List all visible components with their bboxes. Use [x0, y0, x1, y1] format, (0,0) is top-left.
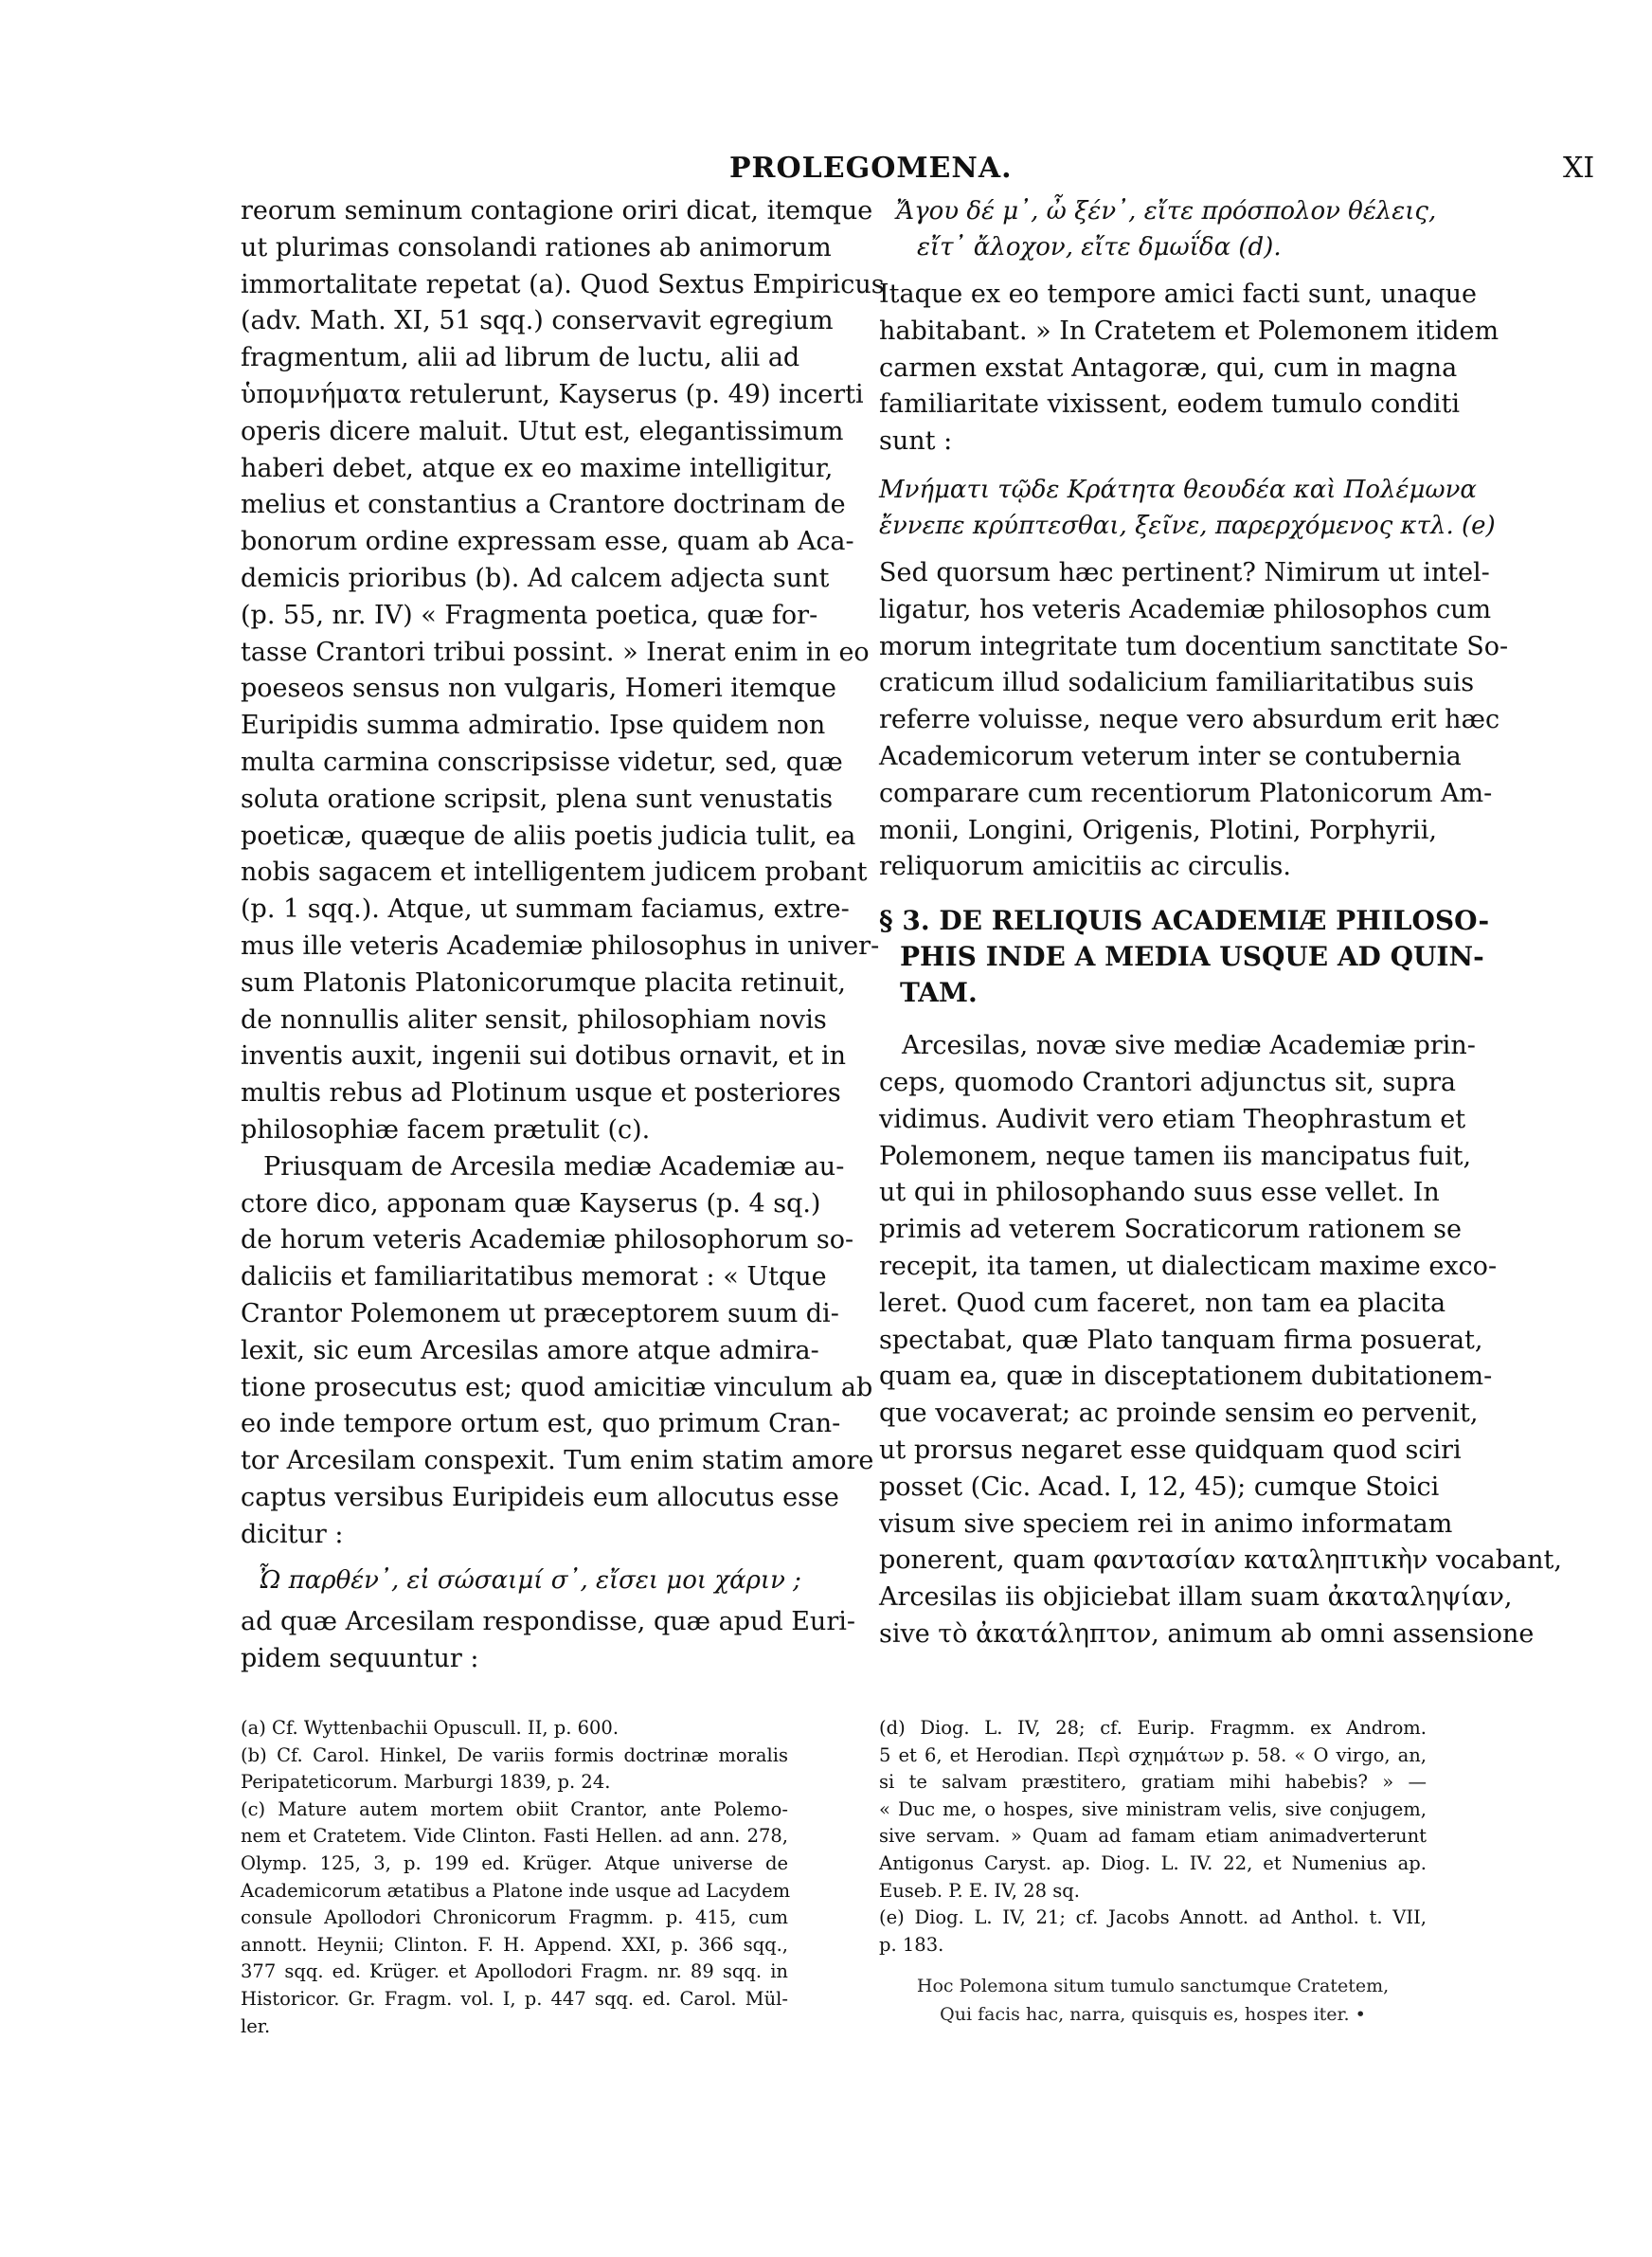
footnote-line: si te salvam præstitero, gratiam mihi habebis? » — [879, 1771, 1427, 1794]
text-line: monii, Longini, Origenis, Plotini, Porphyrii, [879, 815, 1438, 845]
footnote-line: (d) Diog. L. IV, 28; cf. Eurip. Fragmm. ex Androm. [879, 1717, 1427, 1739]
text-line: Polemonem, neque tamen iis mancipatus fuit, [879, 1141, 1472, 1171]
text-line: ctore dico, apponam quæ Kayserus (p. 4 sq.) [241, 1188, 821, 1219]
text-line: ὑπομνήματα retulerunt, Kayserus (p. 49) incerti [241, 379, 864, 409]
text-line: recepit, ita tamen, ut dialecticam maxime exco- [879, 1251, 1498, 1281]
footnote-line: « Duc me, o hospes, sive ministram velis, sive conjugem, [879, 1797, 1427, 1820]
text-line: carmen exstat Antagoræ, qui, cum in magna [879, 352, 1458, 383]
footnote-verse-line: Qui facis hac, narra, quisquis es, hospes iter. • [940, 2004, 1366, 2026]
text-line: lexit, sic eum Arcesilas amore atque admira- [241, 1335, 819, 1365]
text-line: habitabant. » In Cratetem et Polemonem itidem [879, 316, 1499, 346]
text-line: sum Platonis Platonicorumque placita retinuit, [241, 967, 846, 998]
text-line: pidem sequuntur : [241, 1644, 479, 1674]
greek-verse-line: εἴτ᾽ ἄλοχον, εἴτε δμωΐδα (d). [917, 233, 1282, 262]
text-line: (adv. Math. XI, 51 sqq.) conservavit egregium [241, 306, 834, 336]
section-heading-line: TAM. [900, 977, 978, 1009]
text-line: que vocaverat; ac proinde sensim eo pervenit, [879, 1399, 1479, 1429]
text-line: demicis prioribus (b). Ad calcem adjecta sunt [241, 563, 830, 593]
footnote-line: ler. [241, 2014, 271, 2037]
text-line: dicitur : [241, 1519, 344, 1549]
running-head [0, 152, 1652, 190]
text-line: multa carmina conscripsisse videtur, sed, quæ [241, 747, 843, 777]
page-number: XI [1563, 152, 1595, 185]
text-line: melius et constantius a Crantore doctrinam de [241, 490, 846, 520]
right-paragraph-3 [879, 1028, 1562, 1653]
text-line: eo inde tempore ortum est, quo primum Cran- [241, 1409, 841, 1439]
footnote-line: Euseb. P. E. IV, 28 sq. [879, 1879, 1080, 1902]
section-heading-line: § 3. DE RELIQUIS ACADEMIÆ PHILOSO- [879, 905, 1490, 937]
text-line: soluta oratione scripsit, plena sunt venustatis [241, 784, 834, 814]
footnote-line: 377 sqq. ed. Krüger. et Apollodori Fragm. nr. 89 sqq. in [241, 1960, 788, 1983]
text-line: ceps, quomodo Crantori adjunctus sit, supra [879, 1067, 1456, 1097]
footnote-line: (b) Cf. Carol. Hinkel, De variis formis doctrinæ moralis [241, 1743, 788, 1766]
text-line: mus ille veteris Academiæ philosophus in univer- [241, 930, 880, 961]
right-footnotes [879, 1715, 1427, 2029]
footnote-line: sive servam. » Quam ad famam etiam animadverterunt [879, 1825, 1427, 1848]
footnote-line: Olymp. 125, 3, p. 199 ed. Krüger. Atque universe de [241, 1851, 788, 1874]
left-column [241, 193, 885, 1678]
text-line: comparare cum recentiorum Platonicorum Am- [879, 778, 1493, 808]
text-line: fragmentum, alii ad librum de luctu, alii ad [241, 343, 800, 373]
footnote-line: p. 183. [879, 1933, 944, 1956]
text-line: Priusquam de Arcesila mediæ Academiæ au- [263, 1151, 845, 1182]
text-line: ut plurimas consolandi rationes ab animorum [241, 232, 832, 262]
text-line: reorum seminum contagione oriri dicat, itemque [241, 196, 873, 226]
footnote-line: (e) Diog. L. IV, 21; cf. Jacobs Annott. ad Anthol. t. VII, [879, 1906, 1427, 1929]
text-line: visum sive speciem rei in animo informatam [879, 1508, 1453, 1539]
text-line: reliquorum amicitiis ac circulis. [879, 852, 1291, 882]
greek-verse-line: Μνήματι τῷδε Κράτητα θεουδέα καὶ Πολέμωνα [879, 475, 1477, 504]
text-line: ut qui in philosophando suus esse vellet. In [879, 1178, 1440, 1208]
right-column [879, 193, 1562, 1653]
right-paragraph-1 [879, 277, 1499, 460]
text-line: philosophiæ facem prætulit (c). [241, 1114, 651, 1145]
text-line: posset (Cic. Acad. I, 12, 45); cumque Stoici [879, 1472, 1440, 1502]
text-line: leret. Quod cum faceret, non tam ea placita [879, 1288, 1446, 1318]
greek-verse-line: ἔννεπε κρύπτεσθαι, ξεῖνε, παρερχόμενος κτλ. (e) [879, 511, 1496, 540]
text-line: Academicorum veterum inter se contubernia [879, 741, 1462, 771]
section-heading-line: PHIS INDE A MEDIA USQUE AD QUIN- [900, 941, 1484, 973]
text-line: operis dicere maluit. Utut est, elegantissimum [241, 416, 844, 446]
text-line: primis ad veterem Socraticorum rationem se [879, 1215, 1462, 1245]
text-line: multis rebus ad Plotinum usque et posteriores [241, 1078, 841, 1109]
text-line: spectabat, quæ Plato tanquam firma posuerat, [879, 1325, 1483, 1355]
footnote-line: (c) Maturе autem mortem obiit Crantor, ante Polemo- [241, 1797, 788, 1820]
running-title: PROLEGOMENA. [729, 152, 1013, 185]
footnote-line: consule Apollodori Chronicorum Fragmm. p. 415, cum [241, 1906, 788, 1929]
text-line: tor Arcesilam conspexit. Tum enim statim amore [241, 1446, 874, 1476]
greek-verse-line: Ἄγου δέ μ᾽, ὦ ξέν᾽, εἴτε πρόσπολον θέλεις, [896, 197, 1437, 226]
text-line: ligatur, hos veteris Academiæ philosophos cum [879, 594, 1492, 624]
text-line: ut prorsus negaret esse quidquam quod sciri [879, 1435, 1462, 1465]
text-line: inventis auxit, ingenii sui dotibus ornavit, et in [241, 1041, 847, 1072]
text-line: nobis sagacem et intelligentem judicem probant [241, 858, 868, 888]
text-line: morum integritate tum docentium sanctitate So- [879, 631, 1509, 661]
text-line: de horum veteris Academiæ philosophorum so- [241, 1225, 854, 1255]
text-line: tione prosecutus est; quod amicitiæ vinculum ab [241, 1372, 873, 1402]
text-line: haberi debet, atque ex eo maxime intelligitur, [241, 453, 834, 483]
footnote-line: Peripateticorum. Marburgi 1839, p. 24. [241, 1771, 611, 1794]
left-footnotes [241, 1715, 791, 2040]
text-line: immortalitate repetat (a). Quod Sextus Empiricus [241, 269, 885, 299]
footnote-line: 5 et 6, et Herodian. Περὶ σχημάτων p. 58. « O virgo, an, [879, 1743, 1427, 1766]
left-paragraph-1 [241, 193, 885, 1149]
text-line: quam ea, quæ in disceptationem dubitationem- [879, 1362, 1493, 1392]
text-line: sunt : [879, 426, 953, 457]
footnote-line: Antigonus Caryst. ap. Diog. L. IV. 22, et Numenius ap. [879, 1851, 1427, 1874]
text-line: referre voluisse, neque vero absurdum erit hæc [879, 705, 1500, 735]
text-line: Sed quorsum hæc pertinent? Nimirum ut intel- [879, 557, 1490, 587]
text-line: tasse Crantori tribui possint. » Inerat enim in eo [241, 637, 870, 667]
text-line: de nonnullis aliter sensit, philosophiam novis [241, 1004, 827, 1035]
footnote-line: Academicorum ætatibus a Platone inde usque ad Lacydem [241, 1879, 791, 1902]
footnote-verse-line: Hoc Polemona situm tumulo sanctumque Cratetem, [916, 1976, 1390, 1997]
footnote-line: nem et Cratetem. Vide Clinton. Fasti Hellen. ad ann. 278, [241, 1825, 788, 1848]
footnote-line: Historicor. Gr. Fragm. vol. I, p. 447 sqq. ed. Carol. Mül- [241, 1987, 788, 2010]
text-line: Arcesilas iis objiciebat illam suam ἀκαταληψίαν, [879, 1582, 1513, 1613]
text-line: vidimus. Audivit vero etiam Theophrastum et [879, 1104, 1466, 1134]
footnote-line: annott. Heynii; Clinton. F. H. Append. XXI, p. 366 sqq., [241, 1933, 788, 1956]
text-line: Crantor Polemonem ut præceptorem suum di- [241, 1298, 839, 1328]
text-line: familiaritate vixissent, eodem tumulo conditi [879, 389, 1460, 420]
left-paragraph-3 [241, 1604, 855, 1678]
greek-verse: Ὦ παρθέν᾽, εἰ σώσαιμί σ᾽, εἴσει μοι χάριν ; [258, 1566, 801, 1596]
text-line: (p. 1 sqq.). Atque, ut summam faciamus, extre- [241, 894, 850, 925]
text-line: ponerent, quam φαντασίαν καταληπτικὴν vocabant, [879, 1545, 1562, 1576]
text-line: craticum illud sodalicium familiaritatibus suis [879, 668, 1475, 698]
text-line: captus versibus Euripideis eum allocutus esse [241, 1482, 839, 1512]
text-line: (p. 55, nr. IV) « Fragmenta poetica, quæ for- [241, 600, 818, 630]
text-line: daliciis et familiaritatibus memorat : « Utque [241, 1262, 827, 1292]
text-line: Euripidis summa admiratio. Ipse quidem non [241, 711, 826, 741]
footnote-line: (a) Cf. Wyttenbachii Opuscull. II, p. 600. [241, 1717, 620, 1739]
text-line: poeticæ, quæque de aliis poetis judicia tulit, ea [241, 821, 856, 851]
left-paragraph-2 [241, 1149, 874, 1554]
right-paragraph-2 [879, 555, 1509, 886]
text-line: poeseos sensus non vulgaris, Homeri itemque [241, 674, 837, 704]
section-heading [879, 903, 1490, 1011]
text-line: Itaque ex eo tempore amici facti sunt, unaque [879, 280, 1478, 309]
text-line: sive τὸ ἀκατάληπτον, animum ab omni assensione [879, 1618, 1535, 1649]
text-line: ad quæ Arcesilam respondisse, quæ apud Euri- [241, 1607, 855, 1637]
text-line: Arcesilas, novæ sive mediæ Academiæ prin- [902, 1031, 1476, 1061]
text-line: bonorum ordine expressam esse, quam ab Aca- [241, 527, 854, 557]
